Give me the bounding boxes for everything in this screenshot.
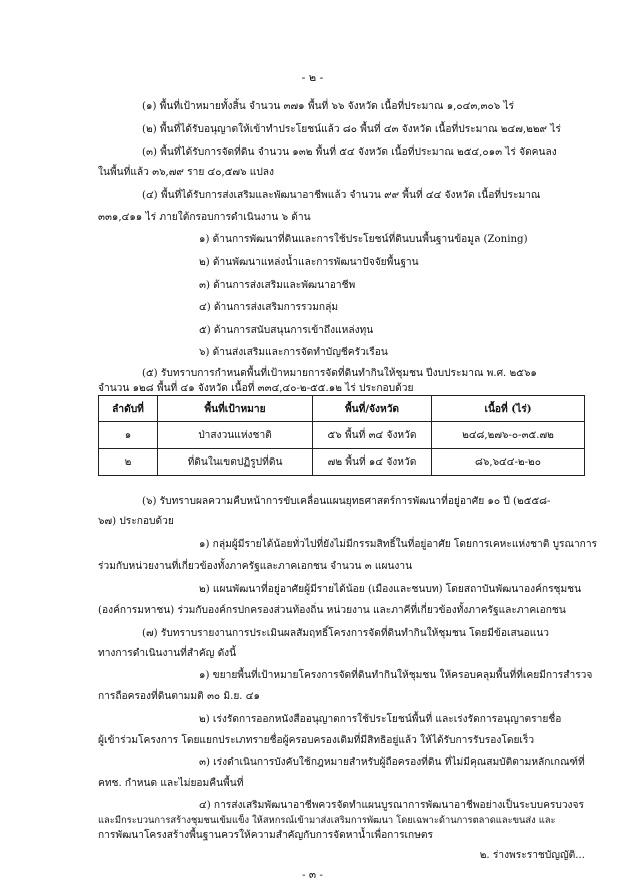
item-7-line: (๗) รับทราบรายงานการประเมินผลสัมฤทธิ์โครงการจัดที่ดินทำกินให้ชุมชน โดยมีข้อเสนอแนว [142, 628, 550, 639]
table-cell: ๕๖ พื้นที่ ๓๔ จังหวัด [313, 422, 432, 449]
sub-item-1: ๑) ด้านการพัฒนาที่ดินและการใช้ประโยชน์ที่ดินบนพื้นฐานข้อมูล (Zoning) [199, 234, 528, 245]
table-cell: ๘๖,๖๔๔-๒-๒๐ [432, 449, 585, 476]
item-4-line: (๔) พื้นที่ได้รับการส่งเสริมและพัฒนาอาชีพแล้ว จำนวน ๙๙ พื้นที่ ๔๔ จังหวัด เนื้อที่ประมาณ [142, 190, 541, 201]
item-7-sub-3-cont: คทช. กำหนด และไม่ยอมคืนพื้นที่ [98, 778, 244, 789]
item-7-sub-2-cont: ผู้เข้าร่วมโครงการ โดยแยกประเภทรายชื่อผู้ครอบครองเดิมที่มีสิทธิอยู่แล้ว ให้ได้รับการรับรองโดยเร็ว [98, 735, 535, 746]
table-cell: ๗๒ พื้นที่ ๑๔ จังหวัด [313, 449, 432, 476]
item-5-continuation: จำนวน ๑๒๘ พื้นที่ ๔๑ จังหวัด เนื้อที่ ๓๓๔,๔๐-๒-๕๕.๑๒ ไร่ ประกอบด้วย [98, 383, 414, 394]
item-2-line: (๒) พื้นที่ได้รับอนุญาตให้เข้าทำประโยชน์แล้ว ๘๐ พื้นที่ ๔๓ จังหวัด เนื้อที่ประมาณ ๒๔๗,๒๒๙ ไร่ [142, 124, 561, 135]
item-7-sub-1-cont: การถือครองที่ดินตามมติ ๓๐ มิ.ย. ๔๑ [98, 691, 260, 702]
page-number-top: - ๒ - [301, 71, 324, 84]
item-6-sub-2: ๒) แผนพัฒนาที่อยู่อาศัยผู้มีรายได้น้อย (เมืองและชนบท) โดยสถาบันพัฒนาองค์กรชุมชน [199, 584, 582, 595]
item-3-continuation: ในพื้นที่แล้ว ๓๖,๗๙ ราย ๔๐,๕๗๖ แปลง [98, 167, 275, 178]
table-cell: ๒ [99, 449, 158, 476]
target-area-table [98, 395, 585, 476]
table-cell: ป่าสงวนแห่งชาติ [158, 422, 313, 449]
item-1-line: (๑) พื้นที่เป้าหมายทั้งสิ้น จำนวน ๓๗๑ พื้นที่ ๖๖ จังหวัด เนื้อที่ประมาณ ๑,๐๔๓,๓๐๖ ไร่ [142, 101, 515, 112]
table-cell: ที่ดินในเขตปฏิรูปที่ดิน [158, 449, 313, 476]
item-7-sub-2: ๒) เร่งรัดการออกหนังสืออนุญาตการใช้ประโยชน์พื้นที่ และเร่งรัดการอนุญาตรายชื่อ [199, 714, 562, 725]
sub-item-3: ๓) ด้านการส่งเสริมและพัฒนาอาชีพ [199, 280, 356, 291]
item-6-sub-2-cont: (องค์การมหาชน) ร่วมกับองค์กรปกครองส่วนท้องถิ่น หน่วยงาน และภาคีที่เกี่ยวข้องทั้งภาครัฐและภาคเอกชน [98, 605, 566, 616]
table-header-cell: พื้นที่เป้าหมาย [158, 396, 313, 422]
table-header-cell: พื้นที่/จังหวัด [313, 396, 432, 422]
item-4-continuation: ๓๓๑,๔๑๑ ไร่ ภายใต้กรอบการดำเนินงาน ๖ ด้าน [98, 212, 311, 223]
item-3-line: (๓) พื้นที่ได้รับการจัดที่ดิน จำนวน ๑๓๒ พื้นที่ ๕๔ จังหวัด เนื้อที่ประมาณ ๒๕๔,๐๑๓ ไร่ จัดคนลง [142, 147, 557, 158]
table-header-cell: เนื้อที่ (ไร่) [432, 396, 585, 422]
item-7-continuation: ทางการดำเนินงานที่สำคัญ ดังนี้ [98, 648, 237, 659]
table-row [99, 449, 585, 476]
sub-item-2: ๒) ด้านพัฒนาแหล่งน้ำและการพัฒนาปัจจัยพื้นฐาน [199, 257, 419, 268]
table-header-cell: ลำดับที่ [99, 396, 158, 422]
next-section-prompt: ๒. ร่างพระราชบัญญัติ... [479, 850, 585, 861]
item-7-sub-4-cont: และมีกระบวนการสร้างชุมชนเข้มแข็ง ให้สหกรณ์เข้ามาส่งเสริมการพัฒนา โดยเฉพาะด้านการตลาดและขนส่ง และ [98, 815, 556, 826]
item-5-line: (๕) รับทราบการกำหนดพื้นที่เป้าหมายการจัดที่ดินทำกินให้ชุมชน ปีงบประมาณ พ.ศ. ๒๕๖๑ [142, 368, 537, 379]
item-6-sub-1-cont: ร่วมกับหน่วยงานที่เกี่ยวข้องทั้งภาครัฐและภาคเอกชน จำนวน ๓ แผนงาน [98, 561, 413, 572]
page-number-bottom: - ๓ - [302, 869, 323, 881]
sub-item-6: ๖) ด้านส่งเสริมและการจัดทำบัญชีครัวเรือน [199, 347, 388, 358]
item-7-sub-1: ๑) ขยายพื้นที่เป้าหมายโครงการจัดที่ดินทำกินให้ชุมชน ให้ครอบคลุมพื้นที่ที่เคยมีการสำรวจ [199, 670, 593, 681]
item-6-line: (๖) รับทราบผลความคืบหน้าการขับเคลื่อนแผนยุทธศาสตร์การพัฒนาที่อยู่อาศัย ๑๐ ปี (๒๕๕๘- [142, 496, 551, 507]
sub-item-4: ๔) ด้านการส่งเสริมการรวมกลุ่ม [199, 302, 339, 313]
item-6-sub-1: ๑) กลุ่มผู้มีรายได้น้อยทั่วไปที่ยังไม่มีกรรมสิทธิ์ในที่อยู่อาศัย โดยการเคหะแห่งชาติ บูรณาการ [199, 539, 598, 550]
item-6-continuation: ๖๗) ประกอบด้วย [98, 516, 174, 527]
table-header-row [99, 396, 585, 422]
table-cell: ๒๔๘,๒๗๖-๐-๓๕.๗๒ [432, 422, 585, 449]
table-row [99, 422, 585, 449]
item-7-sub-3: ๓) เร่งดำเนินการบังคับใช้กฎหมายสำหรับผู้ถือครองที่ดิน ที่ไม่มีคุณสมบัติตามหลักเกณฑ์ที่ [199, 757, 585, 768]
table-cell: ๑ [99, 422, 158, 449]
item-7-sub-4-cont-2: การพัฒนาโครงสร้างพื้นฐานควรให้ความสำคัญกับการจัดหาน้ำเพื่อการเกษตร [98, 830, 433, 841]
item-7-sub-4: ๔) การส่งเสริมพัฒนาอาชีพควรจัดทำแผนบูรณาการพัฒนาอาชีพอย่างเป็นระบบครบวงจร [199, 800, 584, 811]
sub-item-5: ๕) ด้านการสนับสนุนการเข้าถึงแหล่งทุน [199, 325, 374, 336]
